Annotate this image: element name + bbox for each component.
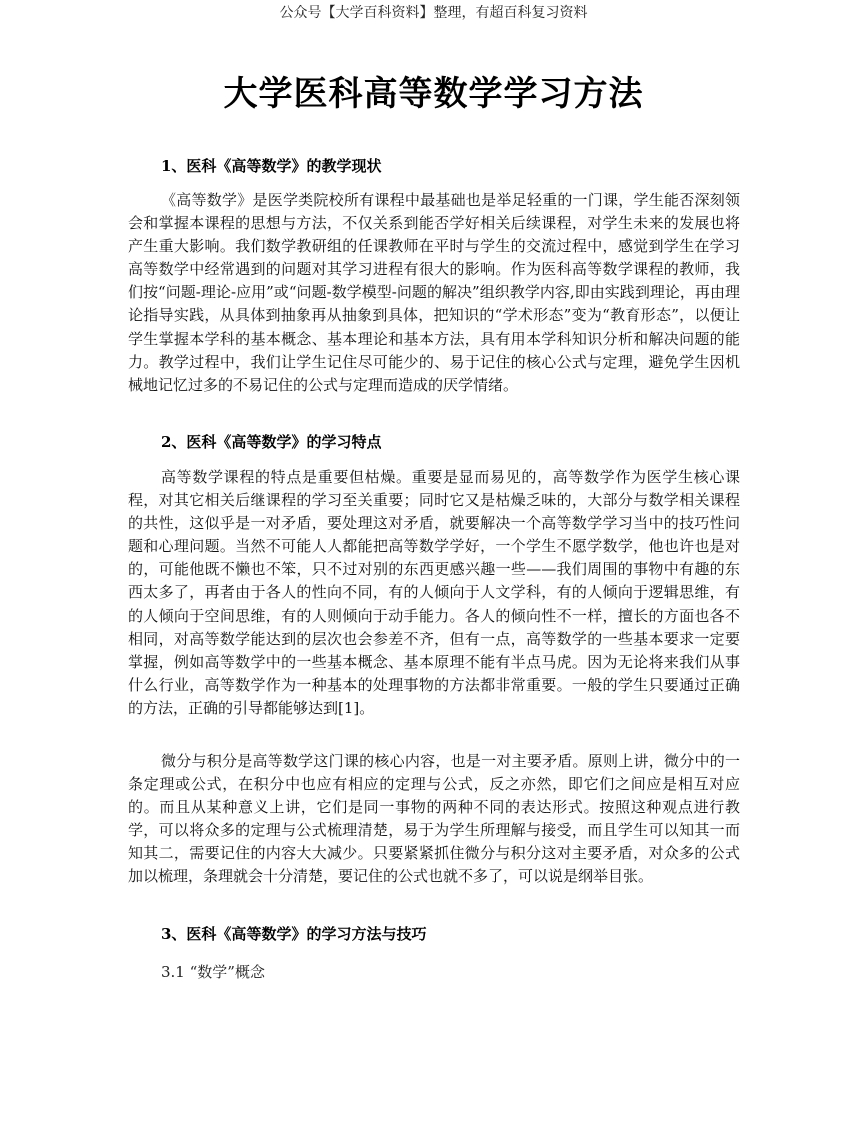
section-2-paragraph-2: 微分与积分是高等数学这门课的核心内容，也是一对主要矛盾。原则上讲，微分中的一条定理或公式，在积分中也应有相应的定理与公式，反之亦然，即它们之间应是相互对应的。而且从某种意义上讲，它们是同一事物的两种不同的表达形式。按照这种观点进行教学，可以将众多的定理与公式梳理清楚，易于为学生所理解与接受，而且学生可以知其一而知其二，需要记住的内容大大减少。只要紧紧抓住微分与积分这对主要矛盾，对众多的公式加以梳理，条理就会十分清楚，要记住的公式也就不多了，可以说是纲举目张。 xyxy=(128,752,740,886)
section-heading-3: 3、医科《高等数学》的学习方法与技巧 xyxy=(161,925,427,943)
section-heading-1: 1、医科《高等数学》的教学现状 xyxy=(161,157,382,175)
section-1-paragraph-1: 《高等数学》是医学类院校所有课程中最基础也是举足轻重的一门课，学生能否深刻领会和掌握本课程的思想与方法，不仅关系到能否学好相关后续课程，对学生未来的发展也将产生重大影响。我们数学教研组的任课教师在平时与学生的交流过程中，感觉到学生在学习高等数学中经常遇到的问题对其学习进程有很大的影响。作为医科高等数学课程的教师，我们按“问题-理论-应用”或“问题-数学模型-问题的解决”组织教学内容,即由实践到理论，再由理论指导实践，从具体到抽象再从抽象到具体，把知识的“学术形态”变为“教育形态”，以便让学生掌握本学科的基本概念、基本理论和基本方法，具有用本学科知识分析和解决问题的能力。教学过程中，我们让学生记住尽可能少的、易于记住的核心公式与定理，避免学生因机械地记忆过多的不易记住的公式与定理而造成的厌学情绪。 xyxy=(128,191,740,394)
document-title: 大学医科高等数学学习方法 xyxy=(223,74,644,114)
section-2-paragraph-1: 高等数学课程的特点是重要但枯燥。重要是显而易见的，高等数学作为医学生核心课程，对其它相关后继课程的学习至关重要；同时它又是枯燥乏味的，大部分与数学相关课程的共性，这似乎是一对矛盾，要处理这对矛盾，就要解决一个高等数学学习当中的技巧性问题和心理问题。当然不可能人人都能把高等数学学好，一个学生不愿学数学，他也许也是对的，可能他既不懒也不笨，只不过对别的东西更感兴趣一些——我们周围的事物中有趣的东西太多了，再者由于各人的性向不同，有的人倾向于人文学科，有的人倾向于逻辑思维，有的人倾向于空间思维，有的人则倾向于动手能力。各人的倾向性不一样，擅长的方面也各不相同，对高等数学能达到的层次也会参差不齐，但有一点，高等数学的一些基本要求一定要掌握，例如高等数学中的一些基本概念、基本原理不能有半点马虎。因为无论将来我们从事什么行业，高等数学作为一种基本的处理事物的方法都非常重要。一般的学生只要通过正确的方法，正确的引导都能够达到[1]。 xyxy=(128,468,740,717)
section-heading-2: 2、医科《高等数学》的学习特点 xyxy=(161,433,382,451)
subsection-heading-3-1: 3.1 “数学”概念 xyxy=(161,963,265,981)
header-note: 公众号【大学百科资料】整理，有超百科复习资料 xyxy=(279,5,588,21)
